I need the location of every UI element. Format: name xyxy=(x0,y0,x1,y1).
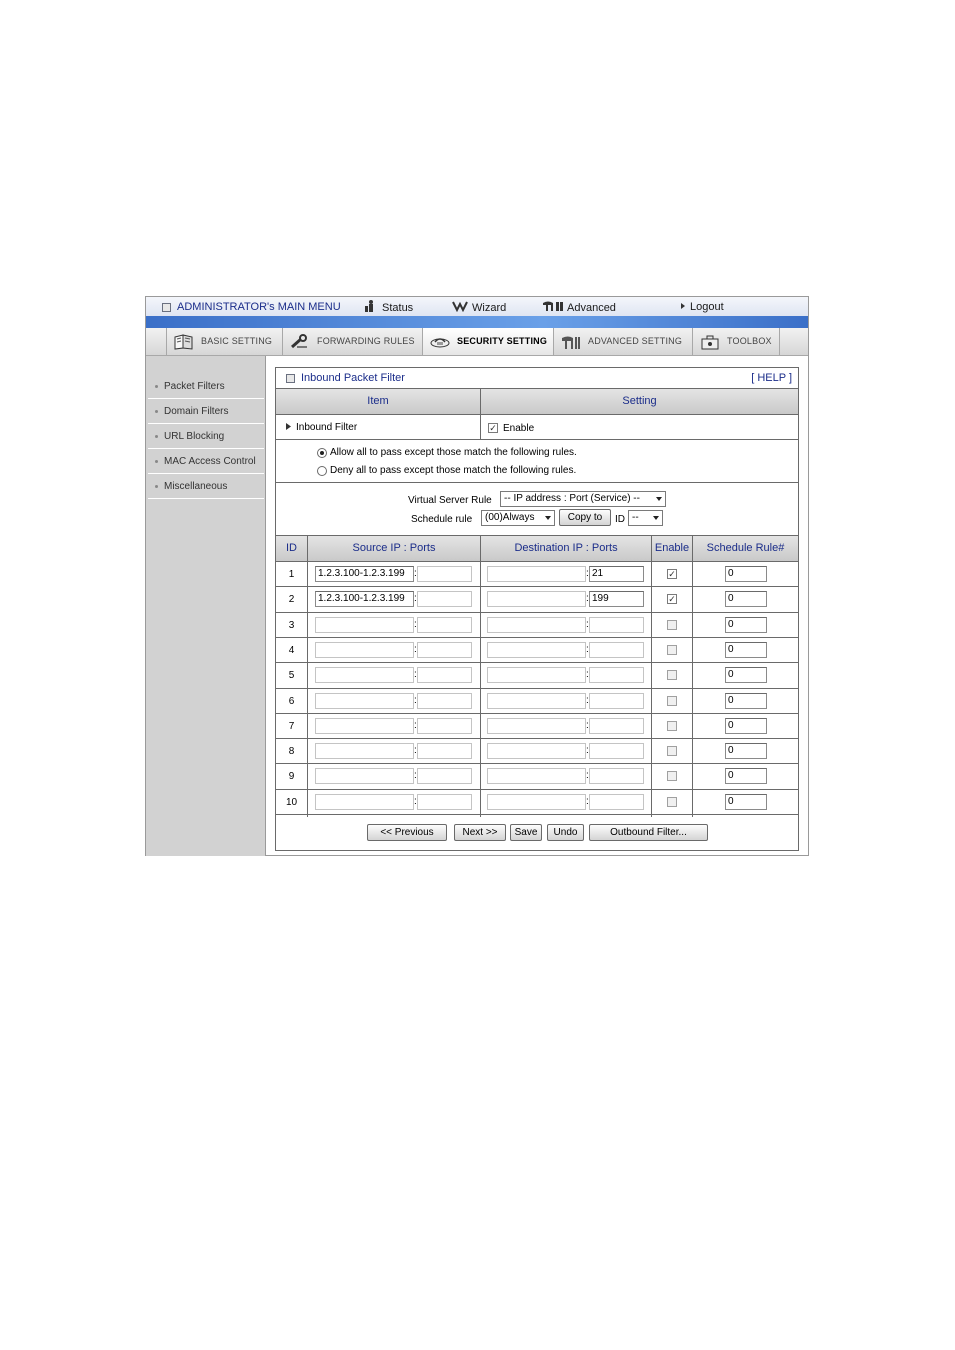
bullet-icon xyxy=(155,460,158,463)
row-divider xyxy=(276,814,798,815)
rule-enable-checkbox[interactable] xyxy=(667,746,677,756)
source-port-input[interactable] xyxy=(417,693,472,709)
book-icon xyxy=(173,334,195,350)
arrow-icon xyxy=(286,423,291,430)
row-divider xyxy=(276,789,798,790)
destination-ip-input[interactable] xyxy=(487,718,586,734)
chevron-down-icon xyxy=(545,516,551,520)
destination-port-input[interactable] xyxy=(589,743,644,759)
rule-enable-checkbox[interactable] xyxy=(667,721,677,731)
section-square-icon xyxy=(286,374,295,383)
th-enable: Enable xyxy=(652,536,692,561)
tab-toolbox[interactable]: TOOLBOX xyxy=(692,328,780,355)
help-link[interactable]: [ HELP ] xyxy=(751,372,792,384)
destination-port-separator: : xyxy=(586,720,589,731)
main-tabs xyxy=(146,328,808,356)
rule-enable-checkbox[interactable] xyxy=(667,696,677,706)
rule-enable-checkbox[interactable] xyxy=(667,670,677,680)
destination-ip-input[interactable] xyxy=(487,591,586,607)
divider xyxy=(276,439,798,440)
logout-link[interactable]: Logout xyxy=(680,300,724,314)
schedule-rule-select[interactable]: (00)Always xyxy=(481,510,555,526)
destination-port-input[interactable] xyxy=(589,617,644,633)
divider xyxy=(480,415,481,439)
row-id: 2 xyxy=(288,594,295,605)
router-admin-window xyxy=(145,296,809,856)
sidebar-item-packet-filters[interactable]: Packet Filters xyxy=(148,375,264,399)
source-port-input[interactable] xyxy=(417,794,472,810)
sidebar xyxy=(146,356,266,856)
source-port-input[interactable] xyxy=(417,667,472,683)
gear-icon xyxy=(560,334,582,350)
copy-to-button[interactable]: Copy to xyxy=(559,509,611,526)
destination-ip-input[interactable] xyxy=(487,642,586,658)
source-port-separator: : xyxy=(414,568,417,579)
row-divider xyxy=(276,763,798,764)
chevron-down-icon xyxy=(656,497,662,501)
destination-port-separator: : xyxy=(586,669,589,680)
row-divider xyxy=(276,713,798,714)
divider xyxy=(480,389,481,414)
status-link[interactable]: Status xyxy=(364,300,413,314)
th-id: ID xyxy=(276,536,307,561)
row-id: 3 xyxy=(288,620,295,631)
wizard-link[interactable]: Wizard xyxy=(452,300,506,314)
source-port-input[interactable] xyxy=(417,768,472,784)
destination-port-input[interactable] xyxy=(589,642,644,658)
rule-enable-checkbox[interactable] xyxy=(667,645,677,655)
source-ip-input[interactable] xyxy=(315,693,414,709)
outbound-filter-button[interactable]: Outbound Filter... xyxy=(589,824,708,841)
destination-port-separator: : xyxy=(586,619,589,630)
row-divider xyxy=(276,637,798,638)
schedule-rule-input[interactable]: 0 xyxy=(725,718,767,734)
row-id: 9 xyxy=(288,771,295,782)
row-id: 10 xyxy=(285,797,298,808)
destination-port-separator: : xyxy=(586,796,589,807)
virtual-server-select[interactable]: -- IP address : Port (Service) -- xyxy=(500,491,666,507)
source-ip-input[interactable] xyxy=(315,743,414,759)
arrow-icon xyxy=(680,302,686,310)
source-port-separator: : xyxy=(414,619,417,630)
source-ip-input[interactable] xyxy=(315,718,414,734)
inbound-filter-enable-checkbox[interactable]: ✓ xyxy=(489,423,497,433)
source-port-separator: : xyxy=(414,593,417,604)
row-id: 7 xyxy=(288,721,295,732)
destination-port-separator: : xyxy=(586,770,589,781)
destination-port-input[interactable] xyxy=(589,768,644,784)
row-divider xyxy=(276,688,798,689)
deny-all-radio[interactable] xyxy=(317,466,327,476)
source-port-separator: : xyxy=(414,745,417,756)
destination-ip-input[interactable] xyxy=(487,693,586,709)
next-button[interactable]: Next >> xyxy=(454,824,506,841)
virtual-server-label: Virtual Server Rule xyxy=(408,495,492,506)
source-port-separator: : xyxy=(414,644,417,655)
col-header-setting: Setting xyxy=(481,389,798,414)
source-port-input[interactable] xyxy=(417,617,472,633)
toolbox-icon xyxy=(699,334,721,350)
section-title: Inbound Packet Filter xyxy=(286,368,405,388)
schedule-rule-input[interactable]: 0 xyxy=(725,768,767,784)
tab-forwarding-rules[interactable]: FORWARDING RULES xyxy=(282,328,422,355)
divider xyxy=(307,536,308,817)
bullet-icon xyxy=(155,410,158,413)
tab-advanced-setting[interactable]: ADVANCED SETTING xyxy=(553,328,692,355)
source-port-separator: : xyxy=(414,669,417,680)
source-port-separator: : xyxy=(414,796,417,807)
destination-port-input[interactable]: 199 xyxy=(589,591,644,607)
deny-all-label: Deny all to pass except those match the following rules. xyxy=(330,465,577,476)
allow-all-label: Allow all to pass except those match the following rules. xyxy=(330,447,577,458)
destination-port-separator: : xyxy=(586,695,589,706)
main-menu-title: ADMINISTRATOR's MAIN MENU xyxy=(162,300,341,314)
destination-port-separator: : xyxy=(586,644,589,655)
menu-square-icon xyxy=(162,303,171,312)
tab-security-setting[interactable]: SECURITY SETTING xyxy=(422,328,553,355)
status-icon xyxy=(364,300,378,312)
top-menu xyxy=(146,297,808,317)
source-port-input[interactable] xyxy=(417,566,472,582)
source-port-input[interactable] xyxy=(417,743,472,759)
sidebar-item-mac-access-control[interactable]: MAC Access Control xyxy=(148,450,264,474)
divider xyxy=(480,536,481,817)
th-schedule: Schedule Rule# xyxy=(693,536,798,561)
destination-port-input[interactable] xyxy=(589,693,644,709)
bullet-icon xyxy=(155,485,158,488)
section-title-bar xyxy=(276,368,798,389)
destination-port-separator: : xyxy=(586,593,589,604)
rule-enable-checkbox[interactable]: ✓ xyxy=(668,569,676,579)
wrench-icon xyxy=(289,334,311,350)
row-id: 1 xyxy=(288,569,295,580)
inbound-packet-filter-panel xyxy=(275,367,799,851)
schedule-rule-input[interactable]: 0 xyxy=(725,794,767,810)
rule-enable-checkbox[interactable] xyxy=(667,620,677,630)
divider xyxy=(692,536,693,817)
destination-ip-input[interactable] xyxy=(487,667,586,683)
row-id: 5 xyxy=(288,670,295,681)
copy-id-select[interactable]: -- xyxy=(628,510,663,526)
schedule-rule-label: Schedule rule xyxy=(411,514,473,525)
bullet-icon xyxy=(155,435,158,438)
source-port-input[interactable] xyxy=(417,642,472,658)
source-ip-input[interactable] xyxy=(315,794,414,810)
enable-label: Enable xyxy=(503,423,535,434)
lock-icon xyxy=(429,334,451,350)
source-port-input[interactable] xyxy=(417,718,472,734)
destination-ip-input[interactable] xyxy=(487,617,586,633)
advanced-icon xyxy=(542,300,564,312)
schedule-rule-input[interactable]: 0 xyxy=(725,566,767,582)
divider xyxy=(651,536,652,817)
th-source: Source IP : Ports xyxy=(308,536,480,561)
source-ip-input[interactable] xyxy=(315,617,414,633)
allow-all-radio[interactable] xyxy=(317,448,327,458)
chevron-down-icon xyxy=(653,516,659,520)
row-divider xyxy=(276,612,798,613)
bullet-icon xyxy=(155,385,158,388)
divider xyxy=(276,482,798,483)
destination-port-separator: : xyxy=(586,745,589,756)
destination-ip-input[interactable] xyxy=(487,768,586,784)
destination-port-input[interactable] xyxy=(589,667,644,683)
source-port-separator: : xyxy=(414,720,417,731)
source-port-input[interactable] xyxy=(417,591,472,607)
source-ip-input[interactable]: 1.2.3.100-1.2.3.199 xyxy=(315,566,414,582)
wizard-icon xyxy=(452,300,468,312)
row-id: 6 xyxy=(288,696,295,707)
id-label: ID xyxy=(615,514,625,525)
schedule-rule-input[interactable]: 0 xyxy=(725,642,767,658)
schedule-rule-input[interactable]: 0 xyxy=(725,693,767,709)
destination-port-input[interactable] xyxy=(589,718,644,734)
destination-port-separator: : xyxy=(586,568,589,579)
source-ip-input[interactable] xyxy=(315,667,414,683)
sidebar-item-url-blocking[interactable]: URL Blocking xyxy=(148,425,264,449)
destination-ip-input[interactable] xyxy=(487,566,586,582)
rule-enable-checkbox[interactable] xyxy=(667,797,677,807)
previous-button[interactable]: << Previous xyxy=(367,824,447,841)
blue-header-bar xyxy=(146,316,808,328)
inbound-filter-item: Inbound Filter xyxy=(286,418,357,436)
destination-ip-input[interactable] xyxy=(487,794,586,810)
rule-enable-checkbox[interactable] xyxy=(667,771,677,781)
row-divider xyxy=(276,738,798,739)
sidebar-item-miscellaneous[interactable]: Miscellaneous xyxy=(148,475,264,499)
schedule-rule-input[interactable]: 0 xyxy=(725,591,767,607)
divider xyxy=(276,561,798,562)
source-ip-input[interactable] xyxy=(315,642,414,658)
destination-port-input[interactable] xyxy=(589,794,644,810)
rule-enable-checkbox[interactable]: ✓ xyxy=(668,594,676,604)
divider xyxy=(276,414,798,415)
advanced-link[interactable]: Advanced xyxy=(542,300,616,314)
schedule-rule-input[interactable]: 0 xyxy=(725,667,767,683)
th-destination: Destination IP : Ports xyxy=(481,536,651,561)
undo-button[interactable]: Undo xyxy=(547,824,584,841)
col-header-item: Item xyxy=(276,389,480,414)
row-id: 4 xyxy=(288,645,295,656)
tab-basic-setting[interactable]: BASIC SETTING xyxy=(166,328,282,355)
sidebar-item-domain-filters[interactable]: Domain Filters xyxy=(148,400,264,424)
destination-port-input[interactable]: 21 xyxy=(589,566,644,582)
source-port-separator: : xyxy=(414,770,417,781)
schedule-rule-input[interactable]: 0 xyxy=(725,617,767,633)
source-ip-input[interactable]: 1.2.3.100-1.2.3.199 xyxy=(315,591,414,607)
row-divider xyxy=(276,586,798,587)
row-divider xyxy=(276,662,798,663)
source-ip-input[interactable] xyxy=(315,768,414,784)
schedule-rule-input[interactable]: 0 xyxy=(725,743,767,759)
source-port-separator: : xyxy=(414,695,417,706)
destination-ip-input[interactable] xyxy=(487,743,586,759)
row-id: 8 xyxy=(288,746,295,757)
save-button[interactable]: Save xyxy=(510,824,542,841)
